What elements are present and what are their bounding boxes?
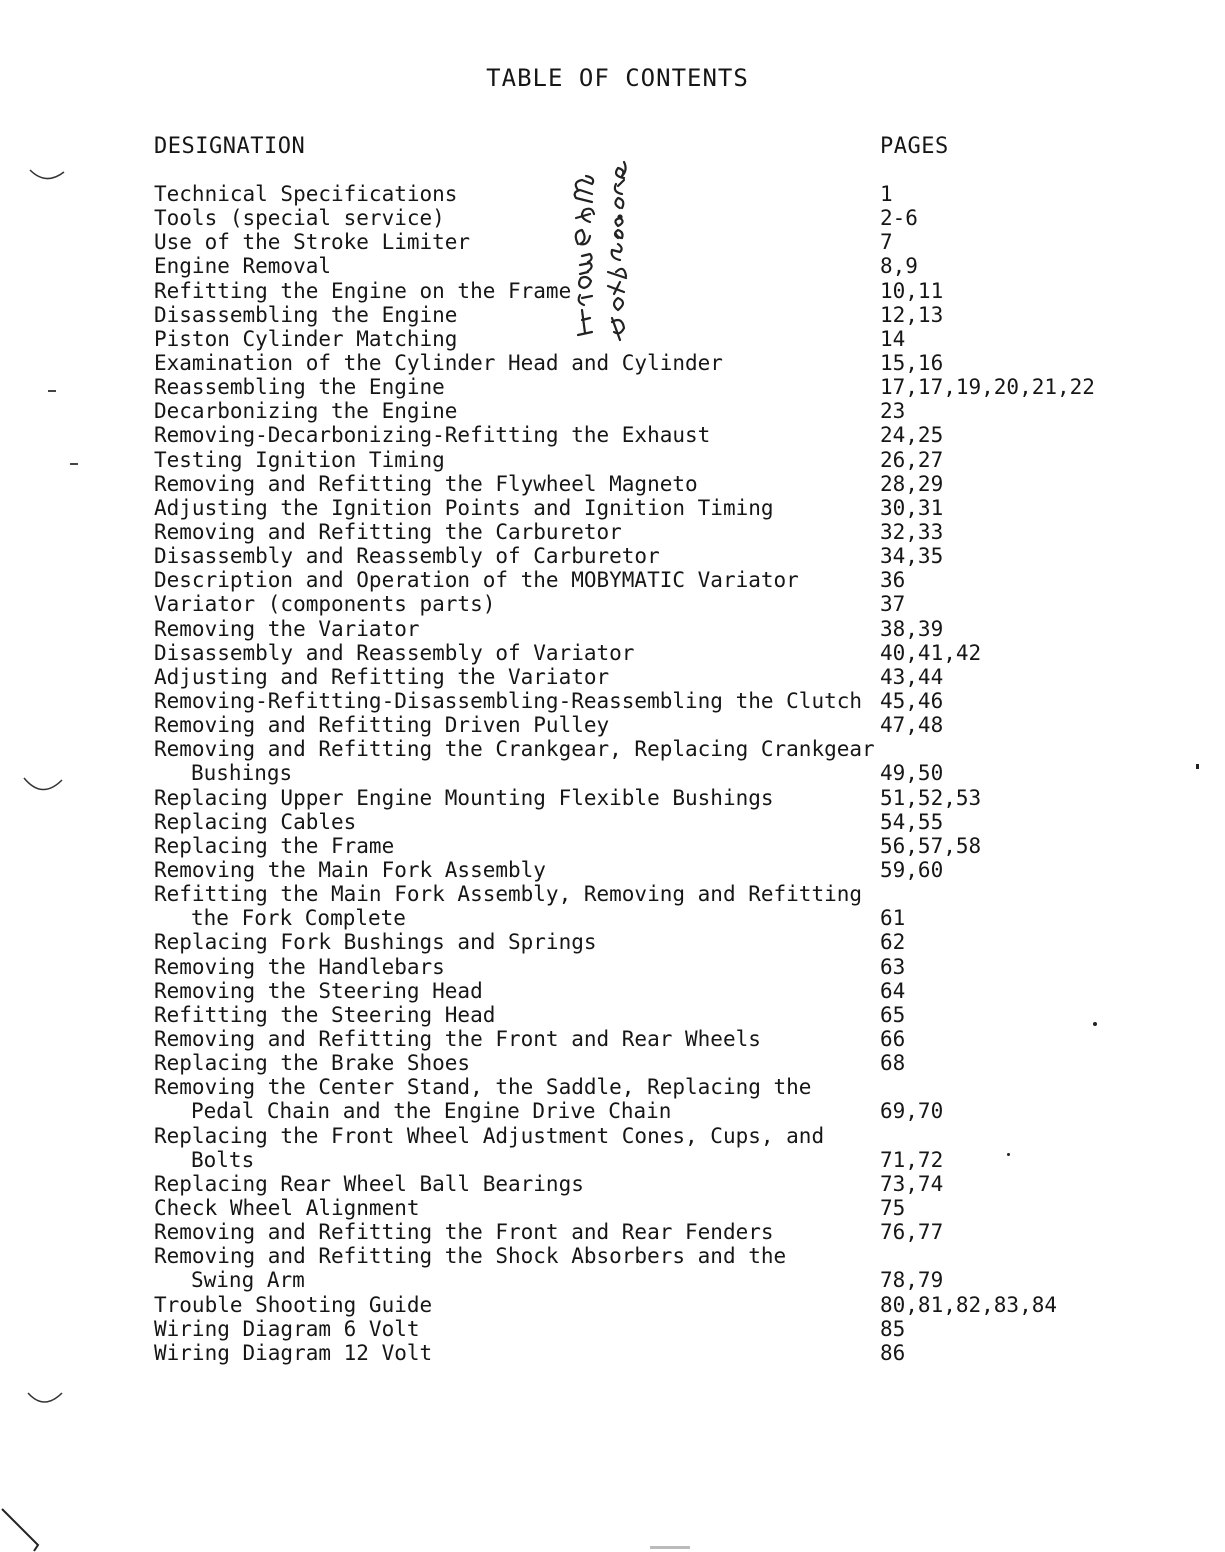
toc-entry bbox=[154, 448, 1154, 472]
toc-entry-pages: 37 bbox=[880, 592, 906, 617]
toc-entry bbox=[154, 279, 1154, 303]
handwritten-signature bbox=[548, 160, 648, 345]
toc-entry-title-line: Removing and Refitting the Front and Rear Fenders bbox=[154, 1220, 774, 1245]
pages-header: PAGES bbox=[880, 134, 949, 159]
toc-entry-title-continuation: Pedal Chain and the Engine Drive Chain bbox=[191, 1099, 672, 1124]
toc-entry-title-line: Removing the Handlebars bbox=[154, 954, 445, 979]
toc-entry bbox=[154, 1293, 1154, 1317]
scan-mark bbox=[1007, 1153, 1010, 1156]
toc-entry-title-line: Refitting the Steering Head bbox=[154, 1002, 496, 1027]
toc-entry-title-line: Replacing Rear Wheel Ball Bearings bbox=[154, 1171, 584, 1196]
toc-entry-title-line: Removing-Decarbonizing-Refitting the Exhaust bbox=[154, 423, 711, 448]
toc-entry-title bbox=[154, 882, 862, 930]
toc-entry-pages: 47,48 bbox=[880, 713, 944, 738]
toc-entry-pages: 40,41,42 bbox=[880, 640, 982, 665]
toc-entry-pages: 76,77 bbox=[880, 1220, 944, 1245]
toc-entry-pages: 54,55 bbox=[880, 809, 944, 834]
toc-entry-title-line: Tools (special service) bbox=[154, 206, 445, 231]
toc-entry-title-line: Examination of the Cylinder Head and Cylinder bbox=[154, 350, 723, 375]
toc-entry-title-line: Trouble Shooting Guide bbox=[154, 1292, 433, 1317]
toc-entry-pages: 17,17,19,20,21,22 bbox=[880, 375, 1095, 400]
toc-entry-pages: 73,74 bbox=[880, 1171, 944, 1196]
toc-entry-title bbox=[154, 448, 445, 472]
toc-entry-title-line: Testing Ignition Timing bbox=[154, 447, 445, 472]
toc-entry-pages: 64 bbox=[880, 978, 906, 1003]
toc-entry-title bbox=[154, 834, 394, 858]
toc-entry bbox=[154, 399, 1154, 423]
toc-entry-title bbox=[154, 1244, 786, 1292]
toc-entry-pages: 68 bbox=[880, 1051, 906, 1076]
toc-entry-title bbox=[154, 737, 875, 785]
toc-entry bbox=[154, 1196, 1154, 1220]
toc-entry-title-continuation: Bolts bbox=[191, 1147, 255, 1172]
scan-mark bbox=[1093, 1022, 1097, 1026]
toc-entry bbox=[154, 689, 1154, 713]
toc-entry bbox=[154, 786, 1154, 810]
toc-entry-title bbox=[154, 303, 457, 327]
toc-entry bbox=[154, 1317, 1154, 1341]
toc-entry bbox=[154, 206, 1154, 230]
toc-entry-title-line: Adjusting and Refitting the Variator bbox=[154, 664, 610, 689]
toc-entry bbox=[154, 617, 1154, 641]
toc-entry-title-line: Disassembly and Reassembly of Variator bbox=[154, 640, 635, 665]
toc-entry-title-line: Variator (components parts) bbox=[154, 592, 496, 617]
toc-entry-pages: 66 bbox=[880, 1026, 906, 1051]
toc-entry bbox=[154, 930, 1154, 954]
toc-entry-title-line: Refitting the Engine on the Frame bbox=[154, 278, 572, 303]
toc-entry bbox=[154, 375, 1154, 399]
toc-entry-title bbox=[154, 1124, 824, 1172]
scan-mark bbox=[1196, 764, 1199, 769]
toc-entry-title bbox=[154, 1293, 432, 1317]
toc-entry bbox=[154, 713, 1154, 737]
toc-entry bbox=[154, 1172, 1154, 1196]
toc-entry-title-continuation: Swing Arm bbox=[191, 1268, 305, 1293]
toc-entry-title-line: Replacing Upper Engine Mounting Flexible Bushings bbox=[154, 785, 774, 810]
toc-entry-title-line: Reassembling the Engine bbox=[154, 375, 445, 400]
toc-entry-title-line: Removing and Refitting the Carburetor bbox=[154, 519, 622, 544]
toc-entry-pages: 2-6 bbox=[880, 206, 918, 231]
scan-mark bbox=[26, 1385, 66, 1415]
toc-entry-pages: 71,72 bbox=[880, 1147, 944, 1172]
toc-entry bbox=[154, 1220, 1154, 1244]
toc-entry-title-line: Check Wheel Alignment bbox=[154, 1195, 420, 1220]
toc-entry bbox=[154, 1051, 1154, 1075]
toc-entry bbox=[154, 1003, 1154, 1027]
toc-entry-title-line: Removing the Center Stand, the Saddle, Replacing the bbox=[154, 1075, 812, 1100]
toc-entry bbox=[154, 327, 1154, 351]
toc-entry-pages: 85 bbox=[880, 1316, 906, 1341]
toc-entry-title bbox=[154, 617, 420, 641]
designation-header: DESIGNATION bbox=[154, 134, 306, 159]
toc-entry-pages: 69,70 bbox=[880, 1099, 944, 1124]
toc-entry-pages: 59,60 bbox=[880, 857, 944, 882]
toc-entry-title-line: Removing-Refitting-Disassembling-Reassembling the Clutch bbox=[154, 688, 863, 713]
toc-entry-pages: 24,25 bbox=[880, 423, 944, 448]
toc-entry-pages: 26,27 bbox=[880, 447, 944, 472]
toc-entry bbox=[154, 1027, 1154, 1051]
toc-entry-title bbox=[154, 713, 609, 737]
toc-entry-title bbox=[154, 568, 799, 592]
toc-entry-pages: 38,39 bbox=[880, 616, 944, 641]
toc-entry bbox=[154, 955, 1154, 979]
toc-entry-title bbox=[154, 254, 331, 278]
toc-entry-title bbox=[154, 472, 698, 496]
toc-entry bbox=[154, 834, 1154, 858]
toc-entry bbox=[154, 351, 1154, 375]
toc-entry-pages: 32,33 bbox=[880, 519, 944, 544]
toc-entry bbox=[154, 979, 1154, 1003]
toc-entry-title-line: Disassembling the Engine bbox=[154, 302, 458, 327]
toc-entry-title bbox=[154, 1317, 420, 1341]
toc-entry-title bbox=[154, 1341, 432, 1365]
toc-entry-title bbox=[154, 1220, 774, 1244]
toc-entry-pages: 56,57,58 bbox=[880, 833, 982, 858]
toc-entry bbox=[154, 568, 1154, 592]
toc-entry-title-line: Technical Specifications bbox=[154, 182, 458, 206]
toc-entry-pages: 61 bbox=[880, 906, 906, 931]
toc-entry-title bbox=[154, 1003, 495, 1027]
toc-entry-title-continuation: Bushings bbox=[191, 761, 293, 786]
toc-entry-pages: 78,79 bbox=[880, 1268, 944, 1293]
toc-entry-title-line: Disassembly and Reassembly of Carburetor bbox=[154, 544, 660, 569]
toc-entry-title bbox=[154, 641, 634, 665]
toc-entry-title bbox=[154, 955, 445, 979]
toc-entry-pages: 36 bbox=[880, 568, 906, 593]
toc-entry bbox=[154, 472, 1154, 496]
toc-entry bbox=[154, 230, 1154, 254]
toc-entry-title-line: Engine Removal bbox=[154, 254, 332, 279]
scan-mark bbox=[0, 1505, 44, 1552]
toc-entry bbox=[154, 1244, 1154, 1292]
toc-entry-title bbox=[154, 665, 609, 689]
toc-entry bbox=[154, 423, 1154, 447]
toc-entry-title bbox=[154, 375, 445, 399]
toc-entry-pages: 75 bbox=[880, 1195, 906, 1220]
toc-list bbox=[154, 182, 1154, 1365]
toc-entry-title bbox=[154, 544, 660, 568]
toc-entry bbox=[154, 1075, 1154, 1123]
toc-entry-pages: 23 bbox=[880, 399, 906, 424]
toc-entry-title bbox=[154, 520, 622, 544]
toc-entry-pages: 86 bbox=[880, 1340, 906, 1365]
toc-entry-pages: 63 bbox=[880, 954, 906, 979]
toc-entry-pages: 30,31 bbox=[880, 495, 944, 520]
toc-entry-title-line: Decarbonizing the Engine bbox=[154, 399, 458, 424]
toc-entry-title bbox=[154, 1051, 470, 1075]
toc-entry bbox=[154, 737, 1154, 785]
page-title: TABLE OF CONTENTS bbox=[486, 64, 749, 92]
toc-entry-pages: 28,29 bbox=[880, 471, 944, 496]
toc-entry-title-line: Removing and Refitting the Crankgear, Replacing Crankgear bbox=[154, 737, 875, 762]
toc-entry-pages: 12,13 bbox=[880, 302, 944, 327]
toc-entry-title bbox=[154, 786, 774, 810]
toc-entry bbox=[154, 254, 1154, 278]
toc-entry bbox=[154, 182, 1154, 206]
toc-entry-title bbox=[154, 930, 597, 954]
toc-entry-title bbox=[154, 979, 483, 1003]
toc-entry bbox=[154, 544, 1154, 568]
toc-entry-title bbox=[154, 810, 356, 834]
toc-entry-pages: 8,9 bbox=[880, 254, 918, 279]
toc-entry-pages: 1 bbox=[880, 182, 893, 206]
toc-entry-title bbox=[154, 496, 774, 520]
toc-entry-pages: 10,11 bbox=[880, 278, 944, 303]
toc-entry-title-line: Wiring Diagram 12 Volt bbox=[154, 1340, 433, 1365]
toc-entry-title bbox=[154, 327, 457, 351]
toc-entry-title-line: Wiring Diagram 6 Volt bbox=[154, 1316, 420, 1341]
toc-entry bbox=[154, 520, 1154, 544]
toc-entry bbox=[154, 858, 1154, 882]
toc-entry-title bbox=[154, 182, 457, 206]
scan-mark bbox=[650, 1546, 690, 1549]
scan-mark bbox=[48, 390, 56, 392]
scan-mark bbox=[22, 770, 66, 804]
toc-entry-pages: 49,50 bbox=[880, 761, 944, 786]
toc-entry-title-line: Removing and Refitting the Flywheel Magneto bbox=[154, 471, 698, 496]
toc-entry-title bbox=[154, 592, 495, 616]
toc-entry bbox=[154, 1124, 1154, 1172]
toc-entry bbox=[154, 592, 1154, 616]
toc-entry-pages: 80,81,82,83,84 bbox=[880, 1292, 1058, 1317]
toc-entry-title-line: Replacing Cables bbox=[154, 809, 357, 834]
toc-entry-title bbox=[154, 1196, 420, 1220]
toc-entry-title bbox=[154, 689, 862, 713]
toc-entry-pages: 45,46 bbox=[880, 688, 944, 713]
toc-entry-title bbox=[154, 351, 723, 375]
toc-entry-pages: 62 bbox=[880, 930, 906, 955]
toc-entry-title bbox=[154, 230, 470, 254]
toc-entry-title-line: Removing and Refitting the Front and Rear Wheels bbox=[154, 1026, 761, 1051]
toc-entry-title bbox=[154, 399, 457, 423]
toc-entry-pages: 43,44 bbox=[880, 664, 944, 689]
toc-entry-title-line: Replacing the Frame bbox=[154, 833, 395, 858]
toc-entry-pages: 7 bbox=[880, 230, 893, 255]
toc-entry-title-line: Removing and Refitting the Shock Absorbers and the bbox=[154, 1244, 787, 1269]
toc-entry-title bbox=[154, 423, 710, 447]
toc-entry-title-line: Use of the Stroke Limiter bbox=[154, 230, 471, 255]
toc-entry-title-line: Refitting the Main Fork Assembly, Removing and Refitting bbox=[154, 882, 863, 907]
toc-entry-pages: 15,16 bbox=[880, 350, 944, 375]
toc-entry bbox=[154, 641, 1154, 665]
toc-entry-title bbox=[154, 1172, 584, 1196]
toc-entry-title bbox=[154, 858, 546, 882]
toc-entry-title-line: Removing the Variator bbox=[154, 616, 420, 641]
toc-entry-pages: 14 bbox=[880, 326, 906, 351]
toc-entry-title-line: Removing the Main Fork Assembly bbox=[154, 857, 546, 882]
toc-entry bbox=[154, 496, 1154, 520]
toc-entry-title-line: Description and Operation of the MOBYMATIC Variator bbox=[154, 568, 799, 593]
toc-entry-title-line: Piston Cylinder Matching bbox=[154, 326, 458, 351]
toc-entry bbox=[154, 882, 1154, 930]
toc-entry-title-line: Replacing Fork Bushings and Springs bbox=[154, 930, 597, 955]
toc-entry-title bbox=[154, 206, 445, 230]
toc-entry-title bbox=[154, 279, 571, 303]
toc-entry bbox=[154, 303, 1154, 327]
toc-entry-title-line: Removing the Steering Head bbox=[154, 978, 483, 1003]
toc-entry-title-line: Replacing the Brake Shoes bbox=[154, 1051, 471, 1076]
toc-entry-title-line: Removing and Refitting Driven Pulley bbox=[154, 713, 610, 738]
toc-entry-title-line: Replacing the Front Wheel Adjustment Cones, Cups, and bbox=[154, 1123, 825, 1148]
scan-mark bbox=[28, 160, 68, 190]
toc-entry-pages: 51,52,53 bbox=[880, 785, 982, 810]
toc-entry-title bbox=[154, 1075, 811, 1123]
toc-entry-pages: 34,35 bbox=[880, 544, 944, 569]
toc-entry-title-line: Adjusting the Ignition Points and Ignition Timing bbox=[154, 495, 774, 520]
toc-entry bbox=[154, 1341, 1154, 1365]
scan-mark bbox=[70, 463, 78, 465]
toc-entry-pages: 65 bbox=[880, 1002, 906, 1027]
toc-entry bbox=[154, 665, 1154, 689]
toc-entry bbox=[154, 810, 1154, 834]
toc-entry-title bbox=[154, 1027, 761, 1051]
toc-entry-title-continuation: the Fork Complete bbox=[191, 906, 406, 931]
